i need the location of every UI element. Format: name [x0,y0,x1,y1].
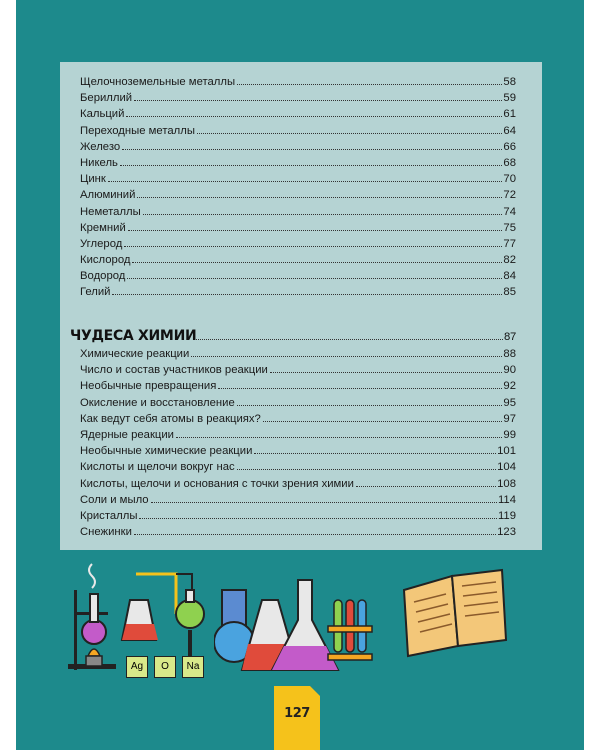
toc-entry-label: Химические реакции [80,348,190,360]
toc-entry-page: 95 [503,396,516,409]
toc-entry-page: 88 [503,348,516,360]
toc-entry-label: Водород [80,270,126,283]
toc-entry [80,413,516,429]
toc-entry-page: 70 [503,173,516,186]
section-title: ЧУДЕСА ХИМИИ [70,328,197,344]
toc-entry-page: 84 [503,270,516,283]
toc-entry-label: Ядерные реакции [80,428,174,441]
toc-entry [80,348,516,364]
toc-entry [80,286,516,302]
toc-entry [80,141,516,157]
toc-entry [80,173,516,189]
section-page: 87 [504,331,516,343]
toc-entry [80,189,516,205]
toc-entry-page: 64 [503,124,516,137]
toc-entry-page: 58 [503,76,516,88]
toc-entry [80,526,516,542]
toc-entry [80,380,516,396]
toc-entry-label: Переходные металлы [80,124,195,137]
element-tile: Ag [126,656,148,678]
element-tiles [126,656,204,678]
toc-entry-page: 97 [503,412,516,425]
toc-entry-label: Гелий [80,286,111,299]
toc-entry-label: Углерод [80,237,123,250]
toc-entry-page: 119 [497,509,516,522]
toc-entry [80,494,516,510]
toc-entry-label: Щелочноземельные металлы [80,76,236,88]
toc-entry-page: 90 [503,364,516,377]
toc-entry-page: 85 [503,286,516,299]
toc-entry-label: Цинк [80,173,106,186]
toc-entry-label: Железо [80,140,121,153]
toc-entry [80,270,516,286]
section-heading [70,328,516,344]
toc-list-top [80,76,516,303]
toc-entry-label: Бериллий [80,92,133,105]
toc-entry [80,206,516,222]
toc-entry-page: 123 [497,526,516,539]
toc-entry-page: 74 [503,205,516,218]
toc-entry-label: Кальций [80,108,125,121]
toc-entry-page: 104 [497,461,516,474]
toc-entry [80,429,516,445]
toc-entry [80,125,516,141]
element-tile: Na [182,656,204,678]
toc-entry-label: Кремний [80,221,126,234]
toc-entry-label: Кристаллы [80,509,138,522]
toc-entry-page: 101 [497,445,516,458]
toc-entry [80,510,516,526]
toc-entry-page: 75 [503,221,516,234]
toc-panel [60,62,542,550]
toc-entry [80,157,516,173]
burner-flask-icon [64,560,120,672]
toc-entry-label: Окисление и восстановление [80,396,235,409]
toc-entry [80,364,516,380]
toc-entry [80,92,516,108]
toc-entry-label: Число и состав участников реакции [80,364,268,377]
toc-entry-page: 82 [503,254,516,267]
toc-entry-label: Снежинки [80,526,132,539]
book-page [16,0,584,750]
toc-entry [80,478,516,494]
toc-entry [80,222,516,238]
toc-entry [80,445,516,461]
toc-entry-page: 66 [503,140,516,153]
toc-list-section [80,348,516,542]
toc-entry [80,238,516,254]
toc-entry-page: 61 [503,108,516,121]
toc-entry-page: 59 [503,92,516,105]
toc-entry [80,461,516,477]
toc-entry-label: Необычные превращения [80,380,217,393]
flasks-and-test-tubes-icon [214,560,374,680]
toc-entry-label: Неметаллы [80,205,141,218]
toc-entry-page: 72 [503,189,516,202]
toc-entry-page: 114 [497,493,516,506]
toc-entry-label: Соли и мыло [80,493,149,506]
page-number-badge [274,686,320,750]
toc-entry [80,108,516,124]
toc-entry-label: Необычные химические реакции [80,445,253,458]
toc-entry [80,397,516,413]
element-tile: O [154,656,176,678]
toc-entry-page: 77 [503,237,516,250]
toc-entry-page: 108 [497,477,516,490]
toc-entry-label: Алюминий [80,189,136,202]
toc-entry-label: Кислород [80,254,131,267]
toc-entry [80,76,516,92]
toc-entry-page: 68 [503,156,516,169]
toc-entry [80,254,516,270]
toc-entry-label: Никель [80,156,118,169]
toc-entry-page: 99 [503,428,516,441]
toc-entry-label: Кислоты и щелочи вокруг нас [80,461,235,474]
toc-entry-page: 92 [503,380,516,393]
page-number: 127 [284,706,310,721]
open-book-icon [396,560,516,660]
toc-entry-label: Кислоты, щелочи и основания с точки зрения химии [80,477,354,490]
toc-entry-label: Как ведут себя атомы в реакциях? [80,412,261,425]
